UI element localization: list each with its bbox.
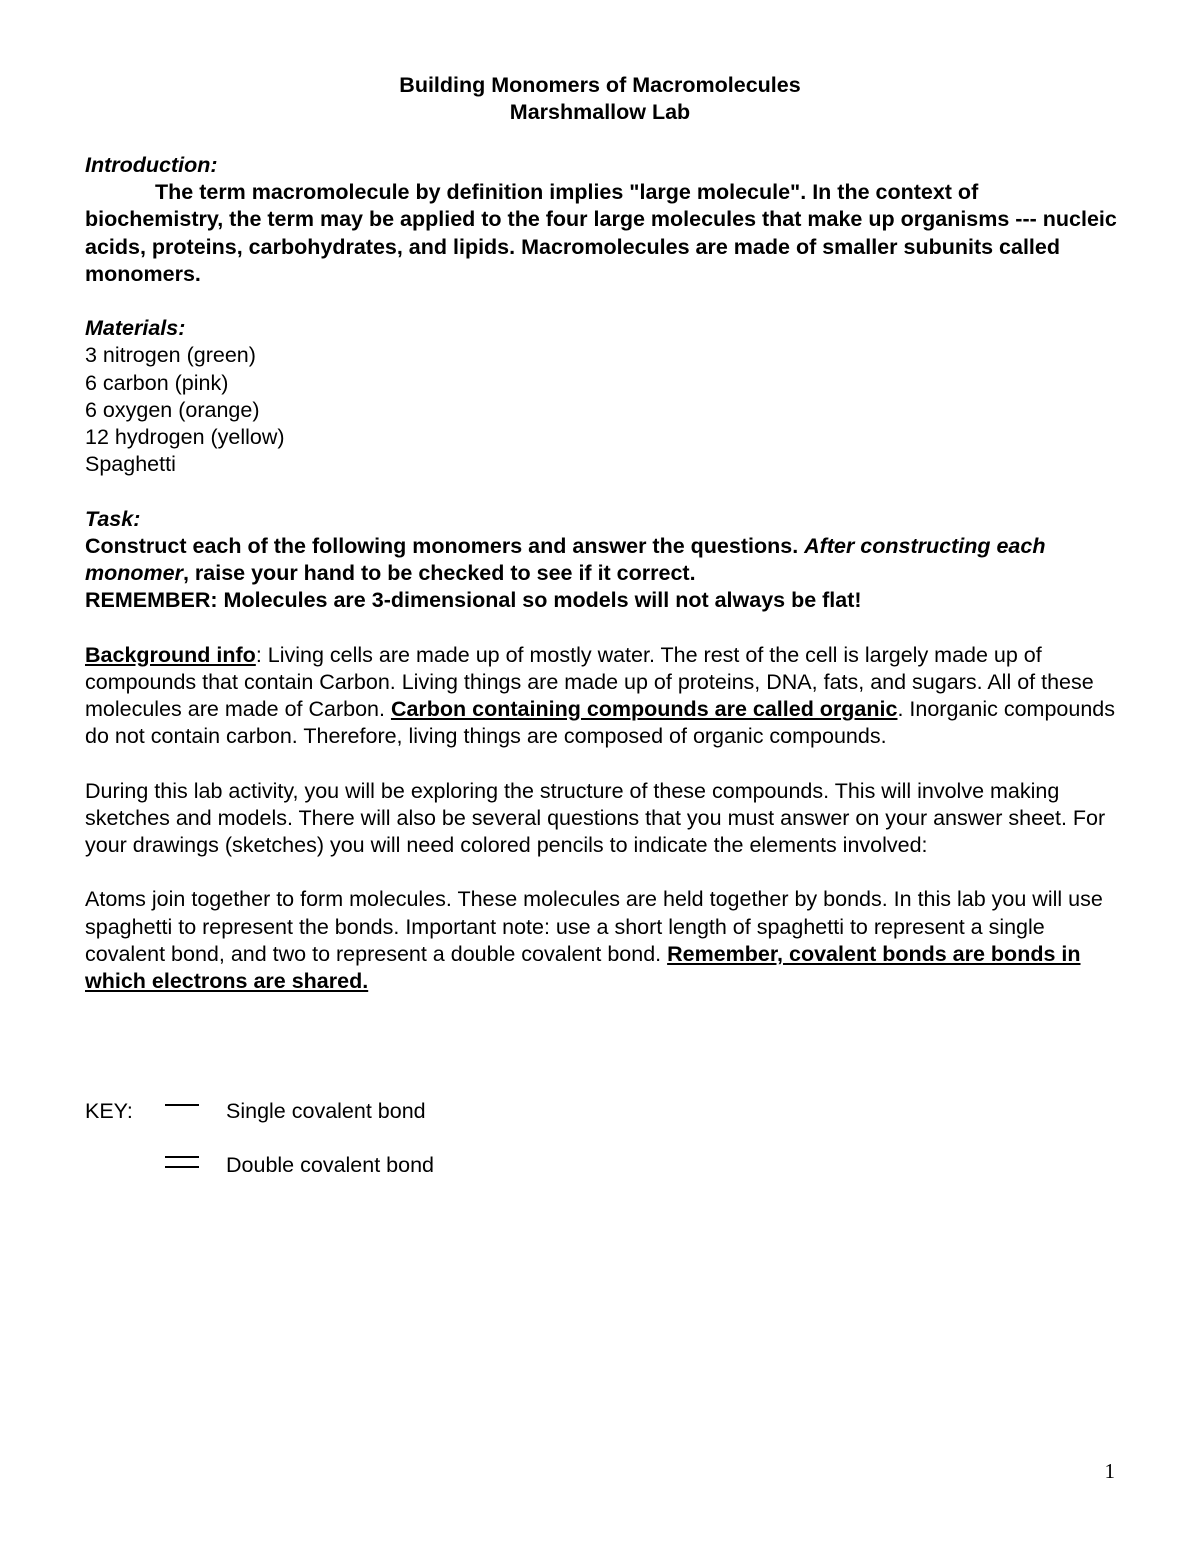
atoms-text: Atoms join together to form molecules. These molecules are held together by bonds. In this lab you will use spaghetti to represent the bonds. Important note: use a short length of spaghetti to represent a single covalent bond, and two to represent a double covalent bond. [85,887,1103,966]
materials-heading: Materials: [85,316,186,341]
task-text [85,533,1120,587]
double-bond-icon [165,1152,201,1182]
background-paragraph [85,642,1120,751]
single-bond-label: Single covalent bond [226,1099,426,1123]
key-row-single [85,1098,785,1152]
atoms-paragraph [85,886,1120,995]
key-label: KEY: [85,1099,133,1123]
task-text-italic: After constructing each monomer [85,533,1046,585]
background-text-2: . Inorganic compounds do not contain carbon. Therefore, living things are composed of organic compounds. [85,696,1115,749]
material-item: Spaghetti [85,452,176,477]
background-label: Background info [85,642,256,667]
single-bond-icon [165,1098,201,1128]
task-text-start: Construct each of the following monomers and answer the questions. [85,533,805,558]
material-item: 12 hydrogen (yellow) [85,424,285,449]
atoms-emphasis: Remember, covalent bonds are bonds in which electrons are shared. [85,941,1081,993]
key-row-double [85,1152,785,1206]
task-remember: REMEMBER: Molecules are 3-dimensional so models will not always be flat! [85,588,862,613]
document-body [85,152,1120,995]
page-number: 1 [1104,1459,1115,1483]
double-bond-label: Double covalent bond [226,1153,434,1177]
background-text-1: : Living cells are made up of mostly water. The rest of the cell is largely made up of compounds that contain Carbon. Living things are made up of proteins, DNA, fats, and sugars. All of these molecules are made of Carbon. [85,642,1094,721]
introduction-text: The term macromolecule by definition implies "large molecule". In the context of biochemistry, the term may be applied to the four large molecules that make up organisms --- nucleic acids, proteins, carbohydrates, and lipids. Macromolecules are made of smaller subunits called monomers. [85,180,1117,286]
material-item: 6 carbon (pink) [85,370,229,395]
lab-activity-paragraph: During this lab activity, you will be exploring the structure of these compounds. This will involve making sketches and models. There will also be several questions that you must answer on your answer sheet. For your drawings (sketches) you will need colored pencils to indicate the elements involved: [85,778,1106,857]
document-title: Building Monomers of Macromolecules [399,73,801,97]
title-block [0,72,1200,126]
task-heading: Task: [85,506,141,531]
bond-key [85,1098,785,1206]
introduction-heading: Introduction: [85,153,218,177]
background-emphasis: Carbon containing compounds are called organic [390,696,898,721]
document-subtitle: Marshmallow Lab [509,100,691,125]
task-text-end: , raise your hand to be checked to see if it correct. [182,560,696,585]
materials-list [85,342,1120,478]
material-item: 6 oxygen (orange) [85,397,260,422]
material-item: 3 nitrogen (green) [85,343,256,368]
